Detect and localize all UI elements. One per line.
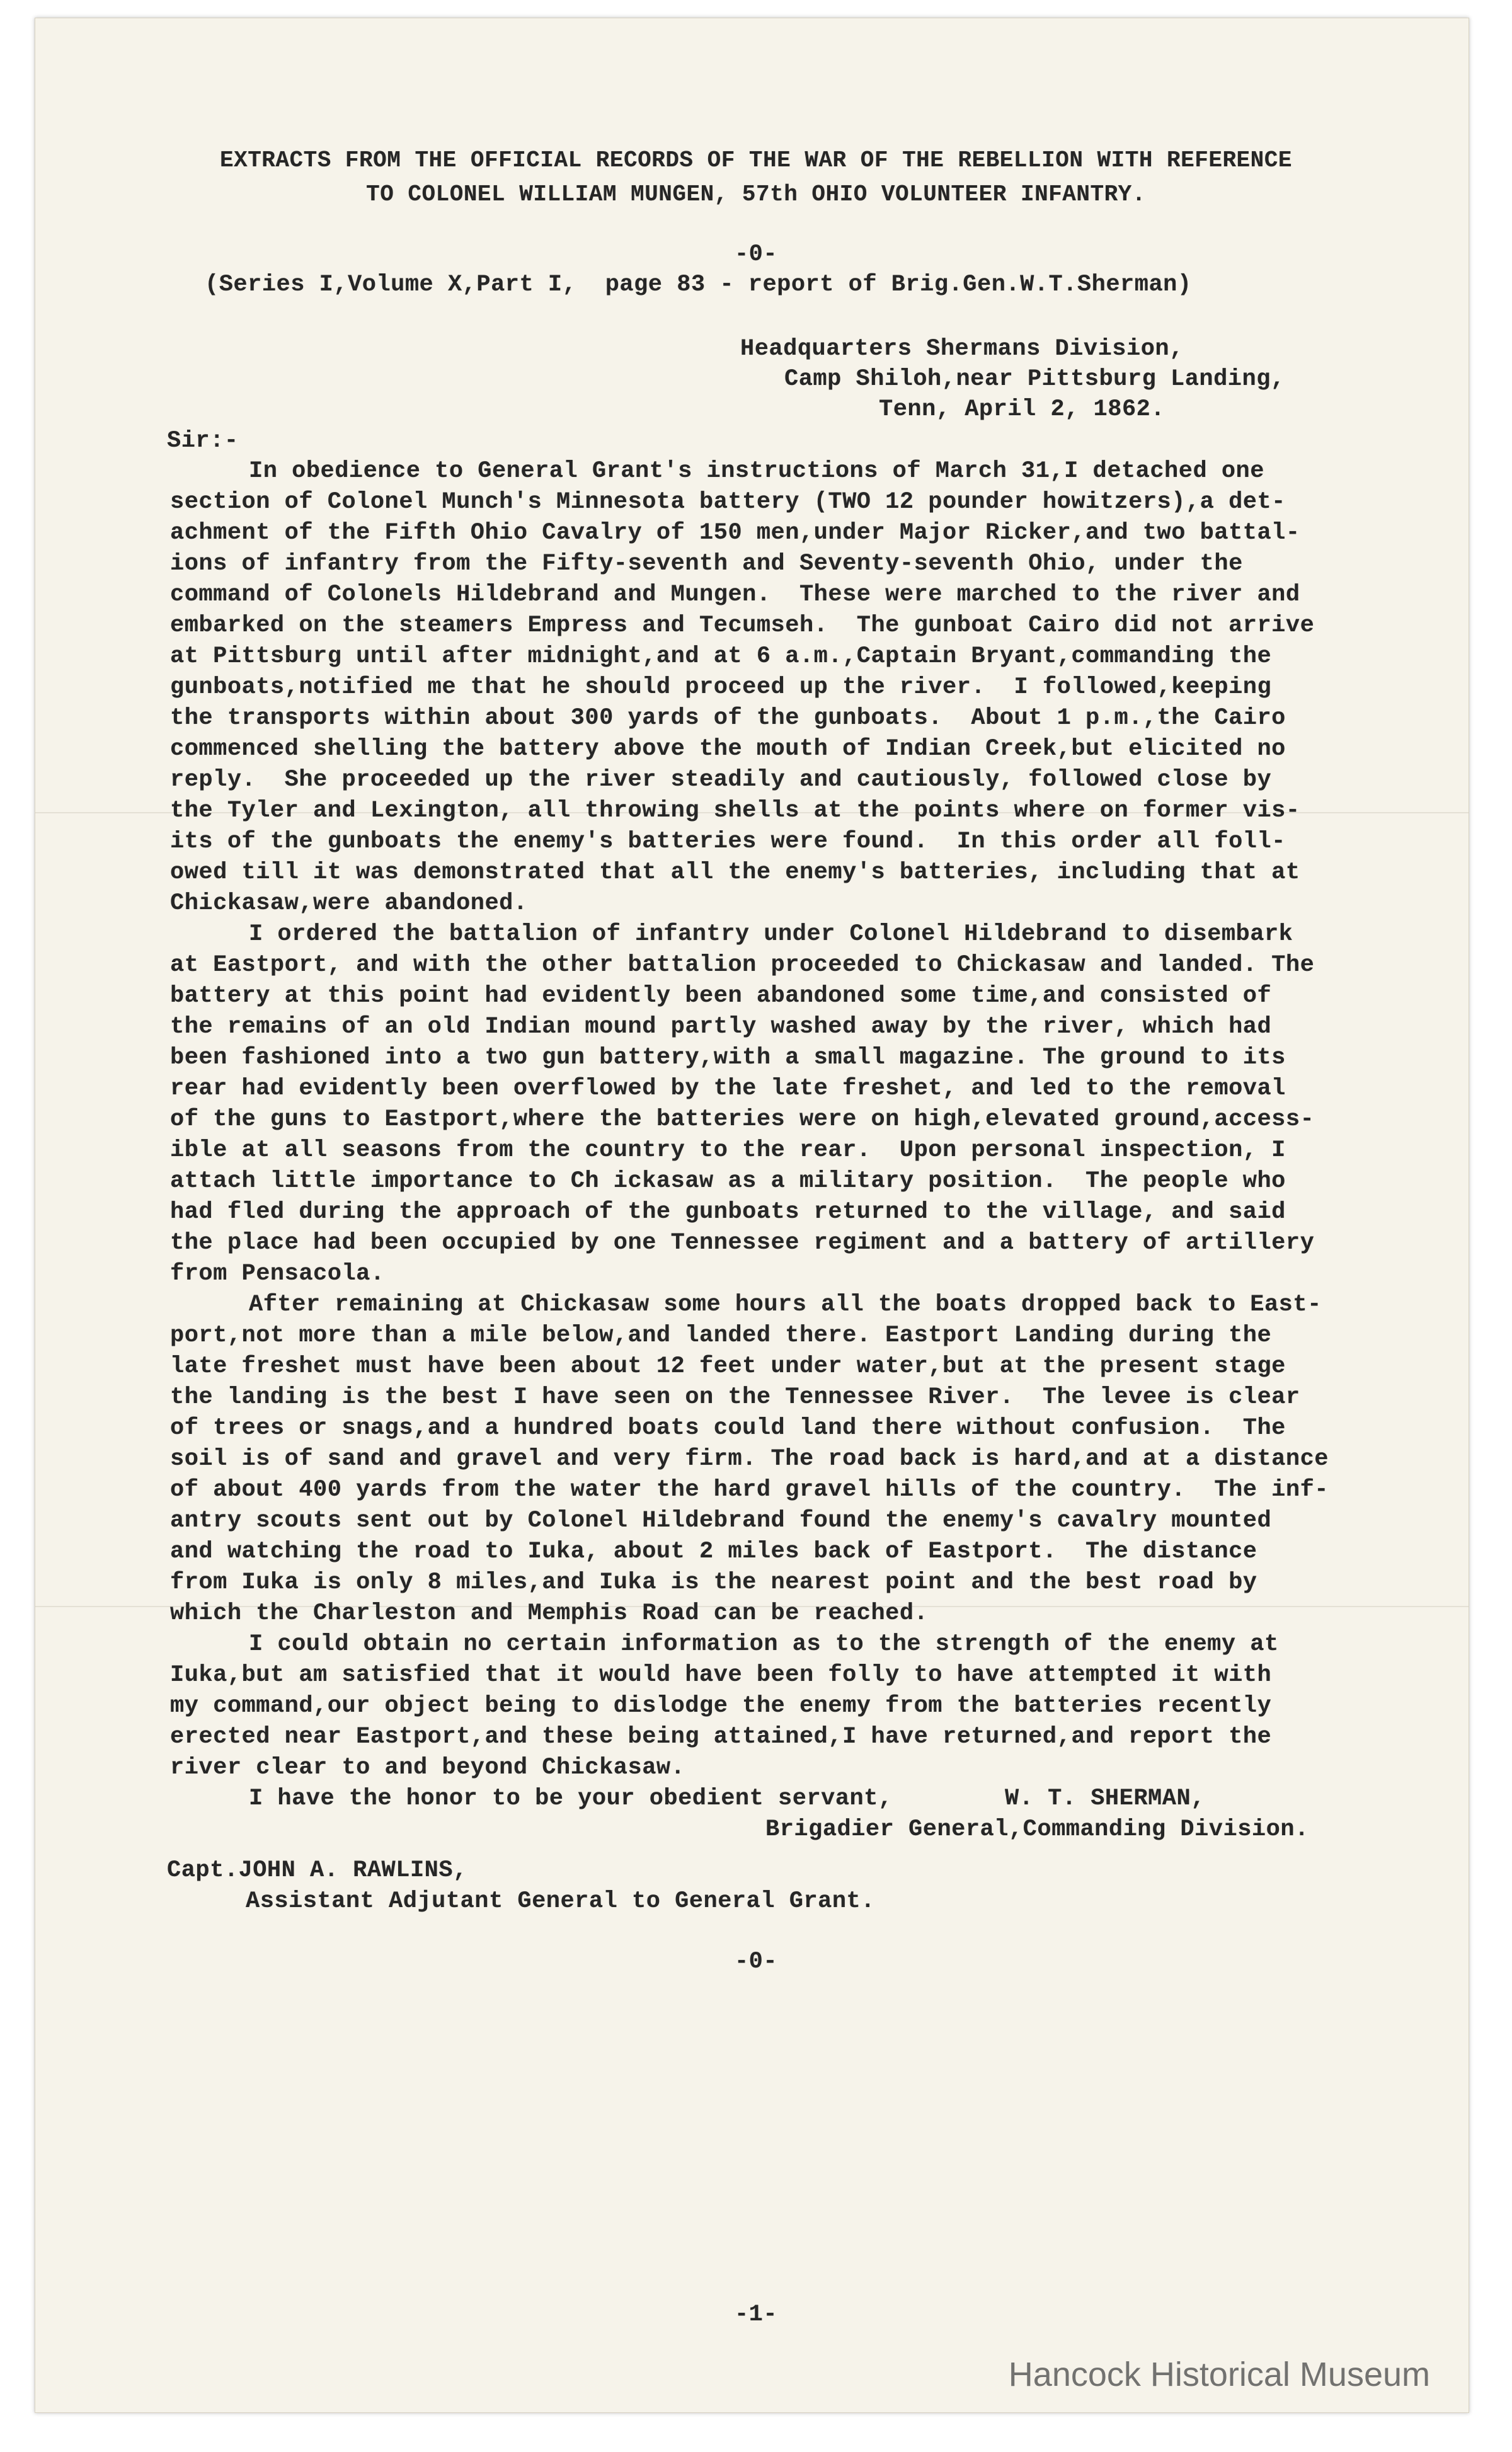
body-line: my command,our object being to dislodge the enemy from the batteries recently [170, 1693, 1272, 1719]
body-line: at Eastport, and with the other battalion proceeded to Chickasaw and landed. The [170, 952, 1315, 978]
body-line: late freshet must have been about 12 feet under water,but at the present stage [170, 1353, 1286, 1380]
body-line: rear had evidently been overflowed by the late freshet, and led to the removal [170, 1075, 1286, 1102]
body-line: antry scouts sent out by Colonel Hildebrand found the enemy's cavalry mounted [170, 1508, 1272, 1534]
body-line: from Pensacola. [170, 1261, 385, 1287]
body-line: the landing is the best I have seen on the Tennessee River. The levee is clear [170, 1384, 1300, 1411]
header-address-line-2: Camp Shiloh,near Pittsburg Landing, [784, 366, 1285, 392]
body-line: of the guns to Eastport,where the batteries were on high,elevated ground,access- [170, 1106, 1315, 1133]
page-number: -1- [734, 2301, 778, 2328]
signature-name: W. T. SHERMAN, [1005, 1785, 1205, 1812]
body-line: After remaining at Chickasaw some hours all the boats dropped back to East- [249, 1292, 1322, 1318]
series-reference: (Series I,Volume X,Part I, page 83 - report of Brig.Gen.W.T.Sherman) [205, 272, 1192, 298]
body-line: Iuka,but am satisfied that it would have been folly to have attempted it with [170, 1662, 1272, 1688]
body-line: battery at this point had evidently been abandoned some time,and consisted of [170, 983, 1272, 1009]
body-line: the Tyler and Lexington, all throwing shells at the points where on former vis- [170, 798, 1300, 824]
recipient-title: Assistant Adjutant General to General Grant. [246, 1888, 875, 1915]
body-line: section of Colonel Munch's Minnesota battery (TWO 12 pounder howitzers),a det- [170, 489, 1286, 515]
body-line: In obedience to General Grant's instructions of March 31,I detached one [249, 458, 1264, 484]
body-line: at Pittsburg until after midnight,and at 6 a.m.,Captain Bryant,commanding the [170, 643, 1272, 670]
salutation: Sir:- [167, 428, 239, 454]
header-address-line-1: Headquarters Shermans Division, [740, 336, 1184, 362]
body-line: I could obtain no certain information as to the strength of the enemy at [249, 1631, 1279, 1658]
separator-bottom: -0- [734, 1949, 778, 1975]
body-line: reply. She proceeded up the river steadily and cautiously, followed close by [170, 767, 1272, 793]
header-address-line-3: Tenn, April 2, 1862. [879, 396, 1166, 423]
body-line: soil is of sand and gravel and very firm. The road back is hard,and at a distance [170, 1446, 1329, 1472]
body-line: port,not more than a mile below,and landed there. Eastport Landing during the [170, 1322, 1272, 1349]
body-line: ions of infantry from the Fifty-seventh and Seventy-seventh Ohio, under the [170, 551, 1243, 577]
body-line: achment of the Fifth Ohio Cavalry of 150 men,under Major Ricker,and two battal- [170, 520, 1300, 546]
body-line: attach little importance to Ch ickasaw as a military position. The people who [170, 1168, 1286, 1194]
body-line: the remains of an old Indian mound partly washed away by the river, which had [170, 1014, 1272, 1040]
recipient-name: Capt.JOHN A. RAWLINS, [167, 1857, 467, 1884]
body-line: of about 400 yards from the water the hard gravel hills of the country. The inf- [170, 1477, 1329, 1503]
body-line: commenced shelling the battery above the mouth of Indian Creek,but elicited no [170, 736, 1286, 762]
document-title-line-2: TO COLONEL WILLIAM MUNGEN, 57th OHIO VOLUNTEER INFANTRY. [366, 181, 1146, 207]
body-line: I ordered the battalion of infantry under Colonel Hildebrand to disembark [249, 921, 1293, 948]
body-line: command of Colonels Hildebrand and Mungen. These were marched to the river and [170, 581, 1300, 608]
body-line: Chickasaw,were abandoned. [170, 890, 528, 917]
separator-top: -0- [734, 241, 778, 268]
museum-watermark: Hancock Historical Museum [1008, 2356, 1430, 2393]
body-line: of trees or snags,and a hundred boats could land there without confusion. The [170, 1415, 1286, 1441]
closing-line: I have the honor to be your obedient servant, [249, 1785, 893, 1812]
body-line: ible at all seasons from the country to the rear. Upon personal inspection, I [170, 1137, 1286, 1164]
document-title-line-1: EXTRACTS FROM THE OFFICIAL RECORDS OF THE WAR OF THE REBELLION WITH REFERENCE [220, 147, 1292, 173]
body-line: been fashioned into a two gun battery,with a small magazine. The ground to its [170, 1045, 1286, 1071]
body-line: gunboats,notified me that he should proceed up the river. I followed,keeping [170, 674, 1272, 701]
body-line: which the Charleston and Memphis Road can be reached. [170, 1600, 929, 1627]
body-line: the transports within about 300 yards of the gunboats. About 1 p.m.,the Cairo [170, 705, 1286, 731]
body-line: had fled during the approach of the gunboats returned to the village, and said [170, 1199, 1286, 1225]
body-line: the place had been occupied by one Tennessee regiment and a battery of artillery [170, 1230, 1315, 1256]
body-line: and watching the road to Iuka, about 2 miles back of Eastport. The distance [170, 1538, 1257, 1565]
body-line: its of the gunboats the enemy's batteries were found. In this order all foll- [170, 828, 1286, 855]
body-line: river clear to and beyond Chickasaw. [170, 1755, 685, 1781]
body-line: owed till it was demonstrated that all the enemy's batteries, including that at [170, 859, 1300, 886]
body-line: embarked on the steamers Empress and Tecumseh. The gunboat Cairo did not arrive [170, 612, 1315, 639]
body-line: erected near Eastport,and these being attained,I have returned,and report the [170, 1724, 1272, 1750]
body-line: from Iuka is only 8 miles,and Iuka is the nearest point and the best road by [170, 1569, 1257, 1596]
signature-title: Brigadier General,Commanding Division. [765, 1816, 1309, 1843]
